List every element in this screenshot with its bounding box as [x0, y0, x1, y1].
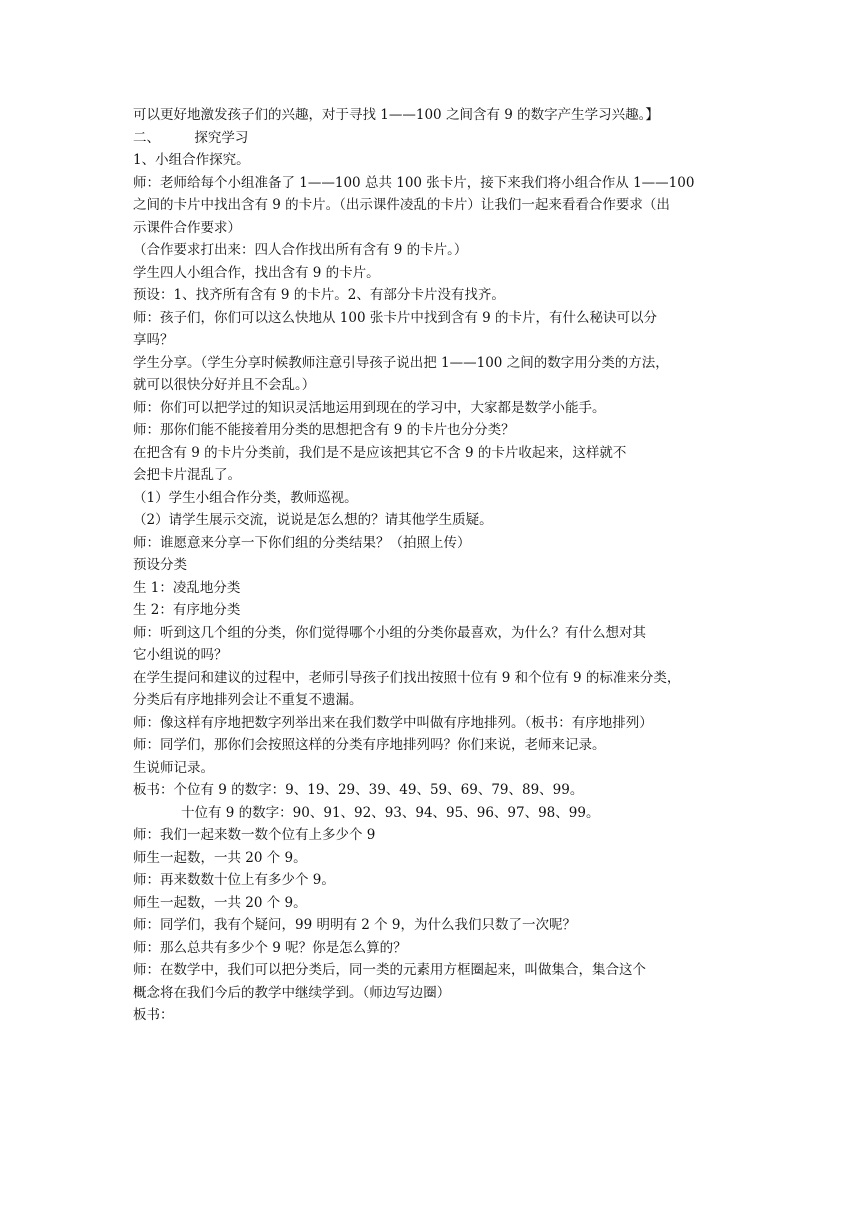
text-line: 师：我们一起来数一数个位有上多少个 9 — [133, 827, 376, 843]
text-line: 板书： — [133, 1007, 174, 1023]
text-line: 生 2：有序地分类 — [133, 602, 241, 618]
text-line: 分类后有序地排列会让不重复不遗漏。 — [133, 692, 363, 708]
text-line: 师生一起数，一共 20 个 9。 — [133, 849, 307, 866]
text-line-indented: 十位有 9 的数字：90、91、92、93、94、95、96、97、98、99。 — [181, 804, 600, 821]
subsection-heading: 1、小组合作探究。 — [133, 152, 250, 168]
text-line: 它小组说的吗？ — [133, 647, 228, 663]
text-line: 师：老师给每个小组准备了 1——100 总共 100 张卡片，接下来我们将小组合作从 1——100 — [133, 174, 695, 191]
text-line: 概念将在我们今后的教学中继续学到。（师边写边圈） — [133, 984, 451, 1001]
text-line: 板书：个位有 9 的数字：9、19、29、39、49、59、69、79、89、99。 — [133, 782, 584, 798]
text-line: （2）请学生展示交流，说说是怎么想的？请其他学生质疑。 — [133, 512, 493, 528]
text-line: 可以更好地激发孩子们的兴趣，对于寻找 1——100 之间含有 9 的数字产生学习兴趣。】 — [133, 107, 659, 123]
text-line: （1）学生小组合作分类，教师巡视。 — [133, 489, 358, 506]
text-line: 会把卡片混乱了。 — [133, 467, 241, 483]
text-line: 师：听到这几个组的分类，你们觉得哪个小组的分类你最喜欢，为什么？有什么想对其 — [133, 624, 646, 641]
text-line: 师：谁愿意来分享一下你们组的分类结果？（拍照上传） — [133, 534, 471, 551]
text-line: 师：你们可以把学过的知识灵活地运用到现在的学习中，大家都是数学小能手。 — [133, 399, 606, 416]
text-line: 师：像这样有序地把数字列举出来在我们数学中叫做有序地排列。（板书：有序地排列） — [133, 714, 653, 731]
text-line: 预设分类 — [133, 557, 187, 573]
text-line: 师：在数学中，我们可以把分类后，同一类的元素用方框圈起来，叫做集合，集合这个 — [133, 962, 646, 978]
document-body — [133, 104, 733, 1027]
text-line: （合作要求打出来：四人合作找出所有含有 9 的卡片。） — [133, 242, 468, 258]
text-line: 之间的卡片中找出含有 9 的卡片。（出示课件凌乱的卡片）让我们一起来看看合作要求（出 — [133, 197, 670, 213]
text-line: 师：那么总共有多少个 9 呢？你是怎么算的？ — [133, 939, 407, 956]
text-line: 学生分享。（学生分享时候教师注意引导孩子说出把 1——100 之间的数字用分类的方法， — [133, 354, 669, 371]
text-line: 师：同学们，那你们会按照这样的分类有序地排列吗？你们来说，老师来记录。 — [133, 737, 606, 753]
text-line: 享吗？ — [133, 332, 174, 348]
text-line: 在学生提问和建议的过程中，老师引导孩子们找出按照十位有 9 和个位有 9 的标准来分类， — [133, 669, 681, 686]
text-line: 就可以很快分好并且不会乱。） — [133, 377, 316, 393]
text-line: 师：孩子们，你们可以这么快地从 100 张卡片中找到含有 9 的卡片，有什么秘诀可以分 — [133, 309, 658, 326]
text-line: 生说师记录。 — [133, 759, 214, 776]
text-line: 师：再来数数十位上有多少个 9。 — [133, 872, 335, 888]
section-heading: 二、 探究学习 — [133, 129, 249, 146]
text-line: 预设：1、找齐所有含有 9 的卡片。2、有部分卡片没有找齐。 — [133, 287, 505, 303]
text-line: 学生四人小组合作，找出含有 9 的卡片。 — [133, 264, 380, 281]
text-line: 师生一起数，一共 20 个 9。 — [133, 894, 307, 911]
text-line: 在把含有 9 的卡片分类前，我们是不是应该把其它不含 9 的卡片收起来，这样就不 — [133, 444, 627, 461]
text-line: 师：同学们，我有个疑问，99 明明有 2 个 9，为什么我们只数了一次呢？ — [133, 917, 577, 933]
text-line: 生 1：凌乱地分类 — [133, 579, 241, 596]
text-line: 示课件合作要求） — [133, 219, 241, 236]
text-line: 师：那你们能不能接着用分类的思想把含有 9 的卡片也分分类？ — [133, 422, 515, 438]
